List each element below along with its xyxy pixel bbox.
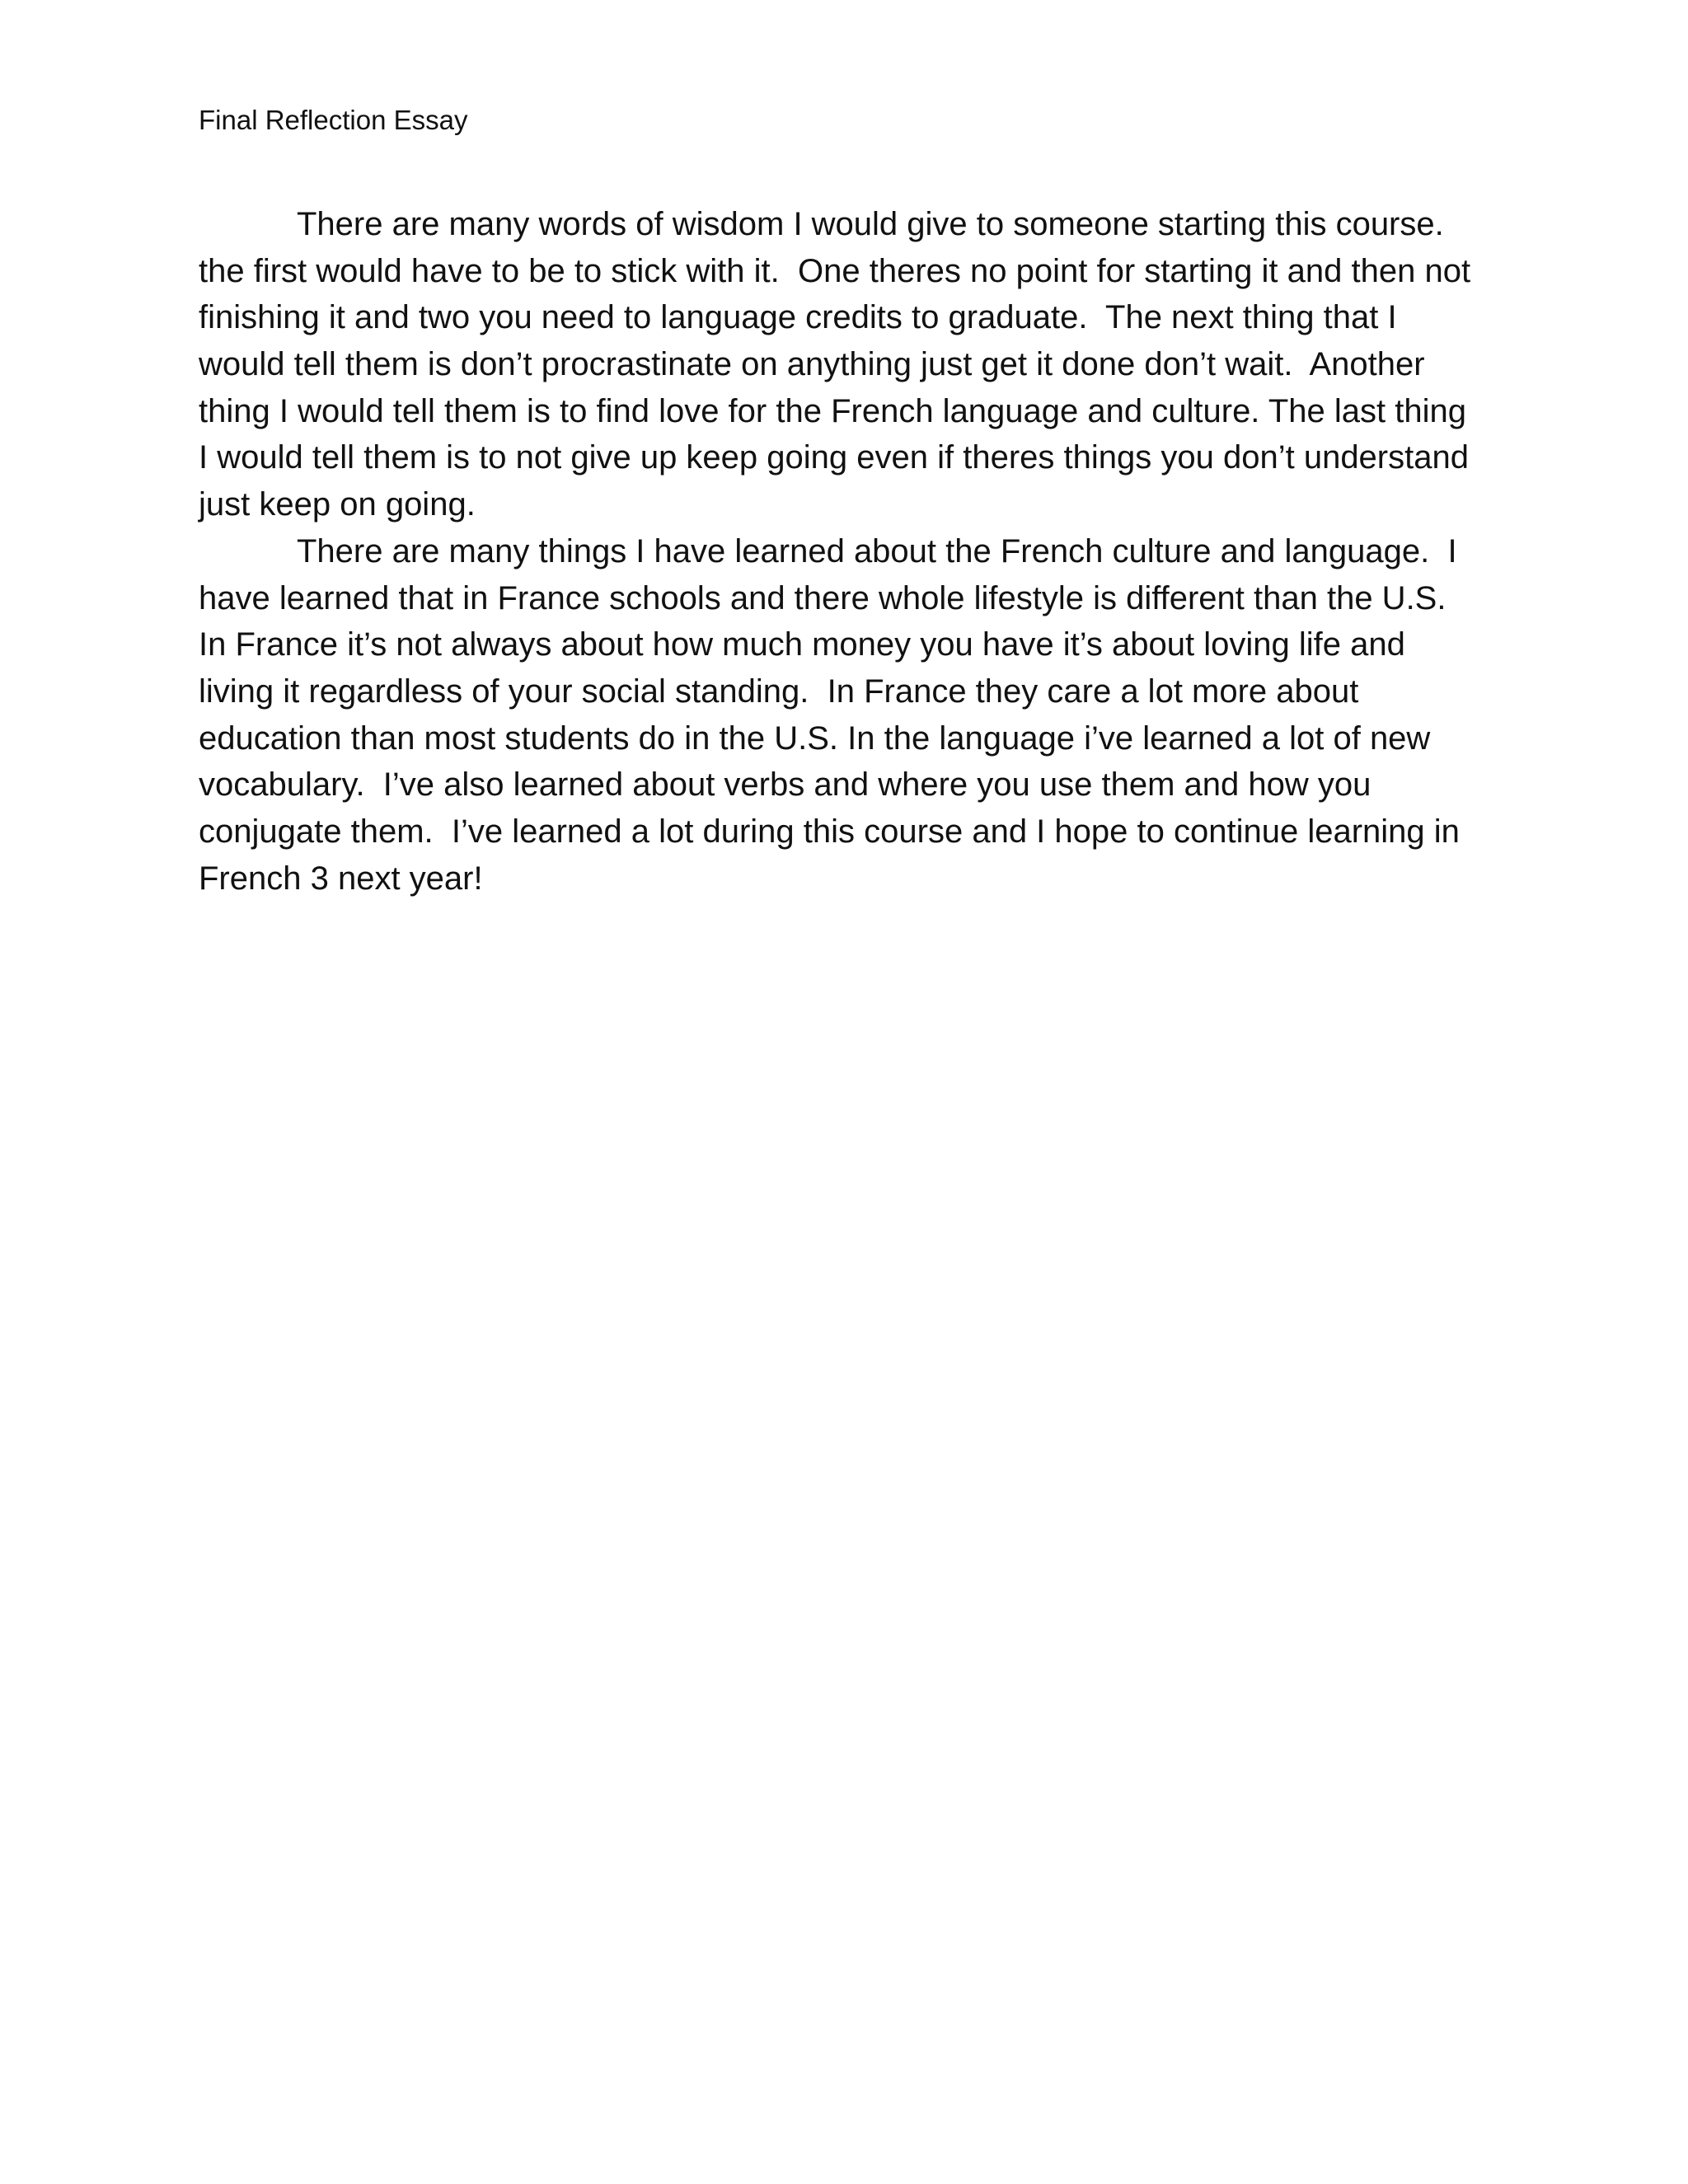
text-line: finishing it and two you need to language credits to graduate. The next thing that I [199,299,1397,336]
text-line: would tell them is don’t procrastinate on anything just get it done don’t wait. Another [199,346,1425,383]
text-line: living it regardless of your social standing. In France they care a lot more about [199,673,1359,710]
essay-body [199,201,1501,902]
text-line: French 3 next year! [199,860,483,897]
text-line: just keep on going. [199,486,476,523]
document-header: Final Reflection Essay [199,105,468,135]
text-line: thing I would tell them is to find love for the French language and culture. The last thing [199,392,1466,429]
text-line: In France it’s not always about how much money you have it’s about loving life and [199,626,1405,663]
text-line: There are many things I have learned about the French culture and language. I [297,532,1457,569]
text-line: education than most students do in the U.S. In the language i’ve learned a lot of new [199,719,1431,757]
text-line: vocabulary. I’ve also learned about verbs and where you use them and how you [199,766,1372,804]
paragraph-2 [199,528,1501,902]
text-line: conjugate them. I’ve learned a lot during this course and I hope to continue learning in [199,813,1460,850]
text-line: I would tell them is to not give up keep going even if theres things you don’t understand [199,439,1469,476]
text-line: have learned that in France schools and there whole lifestyle is different than the U.S. [199,579,1447,616]
text-line: There are many words of wisdom I would give to someone starting this course. [297,206,1444,242]
text-line: the first would have to be to stick with it. One theres no point for starting it and then not [199,252,1471,289]
paragraph-1 [199,201,1501,528]
